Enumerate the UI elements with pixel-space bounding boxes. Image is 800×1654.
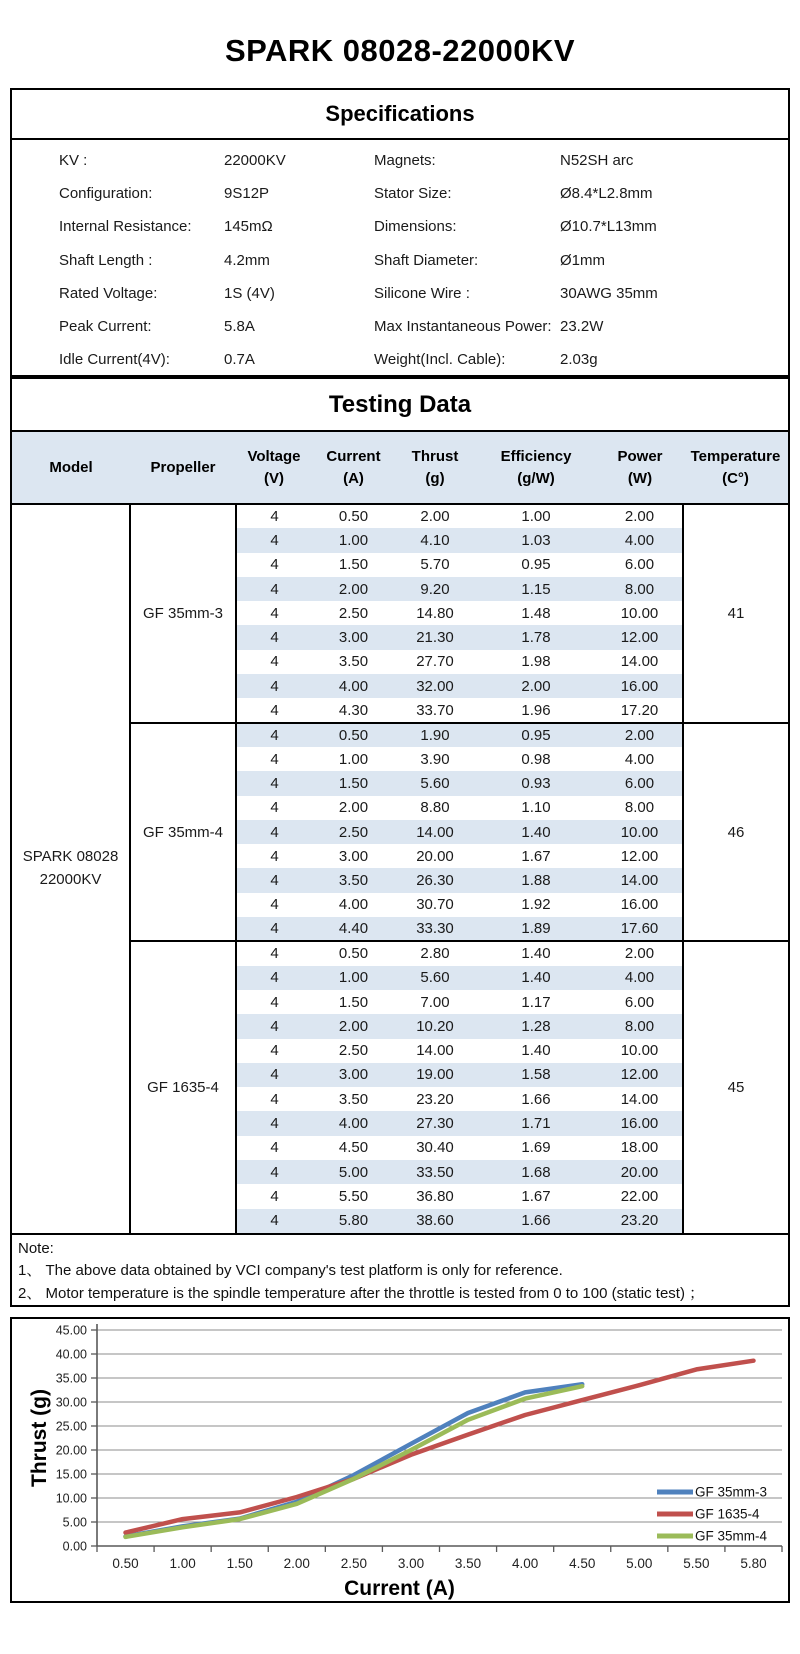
spec-label: Peak Current: [59,318,152,336]
x-tick-label: 5.50 [683,1555,710,1571]
x-axis-title: Current (A) [344,1576,455,1600]
column-header-voltage [236,432,312,504]
value-cell: 1.00 [312,966,395,990]
value-cell: 4 [270,556,279,574]
value-cell: 4 [236,1063,312,1087]
value-cell: 1.58 [475,1063,597,1087]
spec-label: Dimensions: [374,218,457,236]
value-cell: 5.60 [395,966,475,990]
value-cell: 1.90 [395,723,475,747]
value-cell: 14.00 [416,1042,454,1060]
value-cell: 2.50 [338,1042,369,1060]
value-cell: 4.30 [338,701,369,719]
column-header-thrust [395,432,475,504]
value-cell: 4 [270,1187,279,1205]
value-cell: 1.67 [521,847,551,865]
value-cell: 2.00 [312,577,395,601]
spec-value: 9S12P [224,185,270,203]
value-cell: 1.40 [475,820,597,844]
value-cell: 4.00 [597,966,683,990]
value-cell: 7.00 [420,993,450,1011]
value-cell: 4 [270,1042,279,1060]
spec-label: Idle Current(4V): [59,351,170,369]
note-heading: Note: [18,1239,54,1257]
value-cell: 4.50 [338,1139,369,1157]
spec-value: 4.2mm [224,251,270,269]
spec-label: Shaft Length : [59,251,153,269]
value-cell: 14.00 [597,868,683,892]
y-tick-label: 35.00 [55,1371,87,1386]
model-cell [12,504,130,1233]
value-cell: 12.00 [597,1063,683,1087]
value-cell: 1.03 [475,528,597,552]
value-cell: 4.00 [338,896,369,914]
series-line-gf-35mm-3 [126,1384,583,1536]
value-cell: 2.00 [597,941,683,965]
testing-header-row [12,432,788,504]
value-cell: 3.00 [312,625,395,649]
value-cell: 1.68 [475,1160,597,1184]
spec-label: KV : [59,152,88,170]
value-cell: 1.66 [521,1090,551,1108]
value-cell: 4 [270,799,279,817]
value-cell: 2.00 [312,1014,395,1038]
value-cell: 1.50 [338,556,369,574]
column-header-unit: (g) [425,469,445,487]
value-cell: 4 [270,653,279,671]
testing-data-heading: Testing Data [12,379,788,432]
column-header-unit: (C°) [722,469,749,487]
value-cell: 9.20 [395,577,475,601]
spec-label: Silicone Wire : [374,284,470,302]
thrust-current-chart [12,1319,788,1601]
y-tick-label: 0.00 [62,1539,87,1554]
value-cell: 1.28 [475,1014,597,1038]
note-item: 2、 Motor temperature is the spindle temperature after the throttle is tested from 0 to 100 (static test) ； [18,1284,705,1302]
value-cell: 22.00 [620,1187,659,1205]
value-cell: 1.96 [521,701,551,719]
x-tick-label: 1.50 [226,1555,253,1571]
value-cell: 1.66 [475,1209,597,1233]
value-cell: 4 [236,1014,312,1038]
value-cell: 8.00 [624,799,655,817]
value-cell: 4 [270,750,279,768]
value-cell: 12.00 [597,625,683,649]
column-header-unit: (A) [343,469,364,487]
column-header-label: Propeller [150,458,216,476]
value-cell: 23.20 [597,1209,683,1233]
value-cell: 20.00 [416,847,454,865]
spec-value: 1S (4V) [224,284,275,302]
value-cell: 30.40 [416,1139,454,1157]
value-cell: 5.50 [338,1187,369,1205]
value-cell: 2.00 [597,723,683,747]
x-tick-label: 5.80 [740,1555,767,1571]
column-header-label: Efficiency [500,447,572,465]
value-cell: 1.78 [475,625,597,649]
thrust-chart-section [10,1317,790,1603]
column-header-unit: (V) [264,469,284,487]
spec-row [12,310,788,343]
x-tick-label: 4.00 [511,1555,539,1571]
y-tick-label: 20.00 [55,1443,87,1458]
value-cell: 8.00 [597,1014,683,1038]
testing-data-section [10,377,790,1235]
x-tick-label: 4.50 [569,1555,596,1571]
value-cell: 2.50 [338,604,369,622]
value-cell: 2.50 [312,820,395,844]
value-cell: 1.40 [475,966,597,990]
propeller-cell: GF 35mm-3 [130,504,236,723]
specifications-heading: Specifications [12,90,788,140]
value-cell: 1.89 [475,917,597,941]
propeller-cell: GF 1635-4 [130,941,236,1233]
value-cell: 4 [270,1139,279,1157]
temperature-cell: 41 [683,504,788,723]
value-cell: 14.00 [395,820,475,844]
note-item: 1、 The above data obtained by VCI company's test platform is only for reference. [18,1262,563,1280]
value-cell: 3.50 [312,868,395,892]
series-line-gf-1635-4 [126,1361,754,1533]
value-cell: 4 [236,504,312,528]
spec-label: Rated Voltage: [59,284,158,302]
value-cell: 4 [270,604,279,622]
value-cell: 4 [236,941,312,965]
value-cell: 0.50 [312,504,395,528]
temperature-cell: 46 [683,723,788,942]
spec-value: 5.8A [224,318,255,336]
spec-label: Max Instantaneous Power: [374,318,552,336]
value-cell: 4.00 [312,1111,395,1135]
value-cell: 16.00 [597,1111,683,1135]
model-name-line2: 22000KV [39,870,102,888]
value-cell: 36.80 [416,1187,454,1205]
x-tick-label: 0.50 [112,1555,139,1571]
value-cell: 1.00 [338,750,369,768]
y-tick-label: 15.00 [55,1467,87,1482]
value-cell: 33.70 [416,701,454,719]
value-cell: 1.69 [521,1139,551,1157]
value-cell: 4 [270,896,279,914]
temperature-cell: 45 [683,941,788,1233]
value-cell: 14.00 [620,1090,659,1108]
value-cell: 1.48 [521,604,551,622]
value-cell: 5.00 [312,1160,395,1184]
testing-table-header [12,432,788,504]
value-cell: 1.50 [312,771,395,795]
value-cell: 4 [270,847,279,865]
propeller-cell: GF 35mm-4 [130,723,236,942]
table-row [12,504,788,528]
spec-value: 0.7A [224,351,255,369]
value-cell: 4 [236,1160,312,1184]
value-cell: 4.00 [312,674,395,698]
value-cell: 4.40 [312,917,395,941]
value-cell: 0.50 [312,723,395,747]
value-cell: 38.60 [395,1209,475,1233]
y-tick-label: 45.00 [55,1323,87,1338]
value-cell: 26.30 [395,868,475,892]
value-cell: 4 [236,625,312,649]
value-cell: 16.00 [597,674,683,698]
value-cell: 10.00 [620,1042,659,1060]
column-header-label: Model [49,458,93,476]
value-cell: 4.10 [395,528,475,552]
value-cell: 5.60 [395,771,475,795]
spec-row [12,210,788,243]
y-tick-label: 40.00 [55,1347,87,1362]
spec-row [12,177,788,210]
series-line-gf-35mm-4 [126,1386,583,1537]
value-cell: 1.40 [521,1042,551,1060]
value-cell: 27.70 [416,653,454,671]
note-section [10,1235,790,1307]
value-cell: 4 [236,820,312,844]
value-cell: 4 [236,674,312,698]
value-cell: 6.00 [624,556,655,574]
y-axis-title: Thrust (g) [28,1388,51,1487]
value-cell: 0.50 [312,941,395,965]
spec-row [12,244,788,277]
y-tick-label: 10.00 [55,1491,87,1506]
y-tick-label: 5.00 [62,1515,87,1530]
x-tick-label: 1.00 [169,1555,196,1571]
value-cell: 3.00 [312,1063,395,1087]
column-header-temperature [683,432,788,504]
value-cell: 4.00 [597,528,683,552]
column-header-power [597,432,683,504]
testing-data-table [12,432,788,1233]
value-cell: 10.20 [395,1014,475,1038]
value-cell: 4 [270,993,279,1011]
value-cell: 6.00 [597,771,683,795]
spec-label: Internal Resistance: [59,218,192,236]
value-cell: 20.00 [597,1160,683,1184]
spec-value: N52SH arc [560,152,634,170]
value-cell: 2.00 [338,799,369,817]
value-cell: 1.10 [521,799,551,817]
x-tick-label: 5.00 [626,1555,653,1571]
specifications-section [10,88,790,377]
column-header-model [12,432,130,504]
value-cell: 2.00 [475,674,597,698]
value-cell: 27.30 [395,1111,475,1135]
testing-table-body [12,504,788,1233]
value-cell: 23.20 [416,1090,454,1108]
value-cell: 17.20 [620,701,659,719]
x-tick-label: 3.00 [397,1555,425,1571]
value-cell: 4 [236,868,312,892]
value-cell: 14.80 [416,604,454,622]
value-cell: 5.80 [312,1209,395,1233]
value-cell: 0.98 [521,750,551,768]
value-cell: 1.67 [521,1187,551,1205]
value-cell: 4.00 [624,750,655,768]
column-header-unit: (g/W) [517,469,555,487]
spec-value: 2.03g [560,351,598,369]
value-cell: 4 [236,917,312,941]
value-cell: 4 [236,1209,312,1233]
value-cell: 3.00 [338,847,369,865]
value-cell: 3.50 [338,653,369,671]
value-cell: 4 [236,577,312,601]
value-cell: 5.70 [420,556,450,574]
spec-value: Ø1mm [560,251,605,269]
value-cell: 1.00 [475,504,597,528]
value-cell: 16.00 [620,896,659,914]
spec-value: 145mΩ [224,218,273,236]
legend-label: GF 35mm-3 [695,1484,768,1500]
spec-value: Ø10.7*L13mm [560,218,657,236]
value-cell: 14.00 [620,653,659,671]
value-cell: 2.80 [395,941,475,965]
column-header-label: Power [617,447,663,465]
specifications-table [12,140,788,376]
x-tick-label: 3.50 [454,1555,482,1571]
value-cell: 1.88 [475,868,597,892]
column-header-label: Voltage [247,447,301,465]
value-cell: 17.60 [597,917,683,941]
value-cell: 1.92 [521,896,551,914]
column-header-current [312,432,395,504]
page-title: SPARK 08028-22000KV [224,33,576,68]
y-tick-label: 25.00 [55,1419,87,1434]
value-cell: 12.00 [620,847,659,865]
column-header-unit: (W) [627,469,653,487]
spec-label: Magnets: [374,152,436,170]
column-header-propeller [130,432,236,504]
value-cell: 1.71 [475,1111,597,1135]
column-header-label: Thrust [411,447,459,465]
value-cell: 4 [236,528,312,552]
value-cell: 0.95 [475,723,597,747]
value-cell: 4 [236,1111,312,1135]
spec-label: Stator Size: [374,185,452,203]
value-cell: 2.00 [597,504,683,528]
value-cell: 1.00 [312,528,395,552]
value-cell: 1.40 [475,941,597,965]
legend-label: GF 1635-4 [695,1506,760,1522]
value-cell: 0.93 [475,771,597,795]
value-cell: 1.17 [521,993,551,1011]
spec-label: Weight(Incl. Cable): [374,351,506,369]
value-cell: 32.00 [395,674,475,698]
spec-row [12,277,788,310]
value-cell: 1.98 [521,653,551,671]
spec-value: 30AWG 35mm [560,284,658,302]
x-tick-label: 2.00 [283,1555,310,1571]
value-cell: 4 [236,723,312,747]
column-header-efficiency [475,432,597,504]
value-cell: 2.00 [395,504,475,528]
legend-label: GF 35mm-4 [695,1528,768,1544]
value-cell: 33.50 [395,1160,475,1184]
note-items [18,1260,782,1305]
value-cell: 8.80 [420,799,450,817]
value-cell: 3.90 [420,750,450,768]
column-header-label: Current [326,447,381,465]
value-cell: 4 [236,771,312,795]
value-cell: 6.00 [624,993,655,1011]
value-cell: 4 [270,1090,279,1108]
value-cell: 19.00 [395,1063,475,1087]
column-header-label: Temperature [690,447,781,465]
spec-value: Ø8.4*L2.8mm [560,185,653,203]
spec-value: 23.2W [560,318,604,336]
value-cell: 10.00 [597,820,683,844]
spec-label: Configuration: [59,185,153,203]
value-cell: 10.00 [620,604,659,622]
value-cell: 1.15 [475,577,597,601]
spec-row [12,343,788,376]
value-cell: 30.70 [416,896,454,914]
spec-label: Shaft Diameter: [374,251,479,269]
value-cell: 4 [236,966,312,990]
value-cell: 4 [270,701,279,719]
value-cell: 0.95 [521,556,551,574]
value-cell: 8.00 [597,577,683,601]
y-tick-label: 30.00 [55,1395,87,1410]
spec-value: 22000KV [224,152,286,170]
value-cell: 21.30 [395,625,475,649]
model-name-line1: SPARK 08028 [22,848,119,866]
value-cell: 3.50 [338,1090,369,1108]
x-tick-label: 2.50 [340,1555,368,1571]
spec-row [12,144,788,177]
value-cell: 33.30 [395,917,475,941]
value-cell: 18.00 [620,1139,659,1157]
value-cell: 1.50 [338,993,369,1011]
